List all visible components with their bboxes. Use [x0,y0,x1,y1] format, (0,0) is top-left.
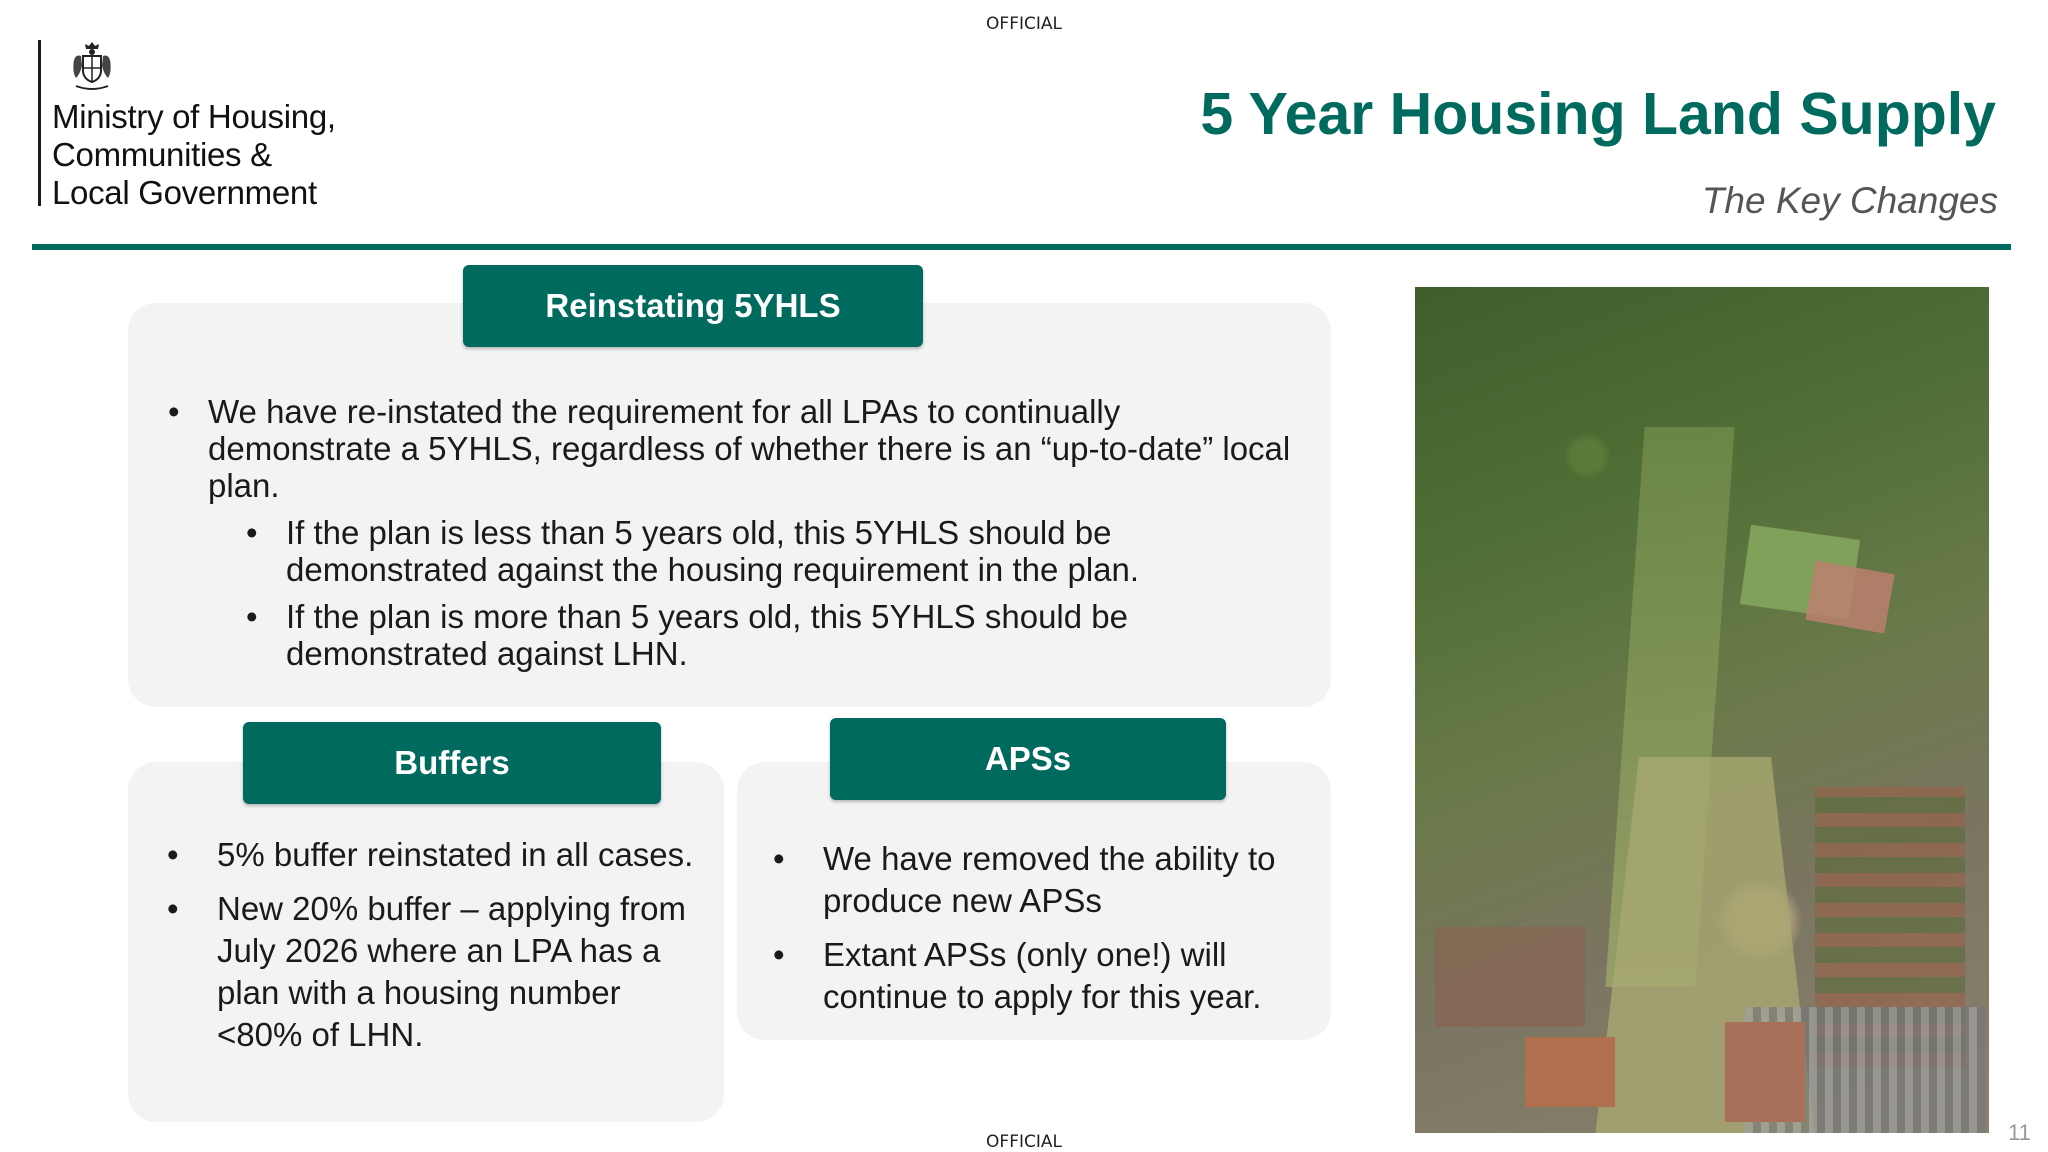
reinstating-sub-bullet: • If the plan is more than 5 years old, this 5YHLS should be demonstrated against LHN. [286,598,1308,672]
aps-bullet: • We have removed the ability to produce new APSs [823,838,1323,922]
photo-building [1525,1037,1615,1107]
photo-court [1805,561,1894,634]
security-marking-bottom: OFFICIAL [986,1132,1062,1152]
org-name-line-3: Local Government [52,174,317,211]
buffers-bullet: • New 20% buffer – applying from July 2026 where an LPA has a plan with a housing number <80% of LHN. [217,888,707,1056]
header-rule [32,244,2011,250]
aps-heading: APSs [830,718,1226,800]
royal-coat-of-arms-icon [68,38,116,94]
logo-divider [38,40,41,206]
aps-bullet: • Extant APSs (only one!) will continue to apply for this year. [823,934,1323,1018]
buffers-heading: Buffers [243,722,661,804]
org-name-line-2: Communities & [52,136,272,173]
buffers-bullet: • 5% buffer reinstated in all cases. [217,834,707,876]
photo-building [1725,1022,1805,1122]
page-number: 11 [2008,1120,2031,1145]
reinstating-bullet [208,393,1308,672]
slide-subtitle: The Key Changes [1701,180,1998,221]
reinstating-list [208,393,1308,682]
reinstating-sub-list [286,514,1308,672]
slide-title: 5 Year Housing Land Supply [1200,81,1996,147]
reinstating-heading: Reinstating 5YHLS [463,265,923,347]
reinstating-sub-bullet: • If the plan is less than 5 years old, this 5YHLS should be demonstrated against the housing requirement in the plan. [286,514,1308,588]
photo-rooftops [1435,927,1585,1027]
security-marking-top: OFFICIAL [986,14,1062,34]
reinstating-bullet-text: We have re-instated the requirement for all LPAs to continually demonstrate a 5YHLS, regardless of whether there is an “up-to-date” local plan. [208,393,1291,504]
aerial-photo [1415,287,1989,1133]
aps-list [823,838,1323,1030]
org-name-line-1: Ministry of Housing, [52,98,336,135]
buffers-list [217,834,707,1068]
organisation-name [52,98,336,212]
